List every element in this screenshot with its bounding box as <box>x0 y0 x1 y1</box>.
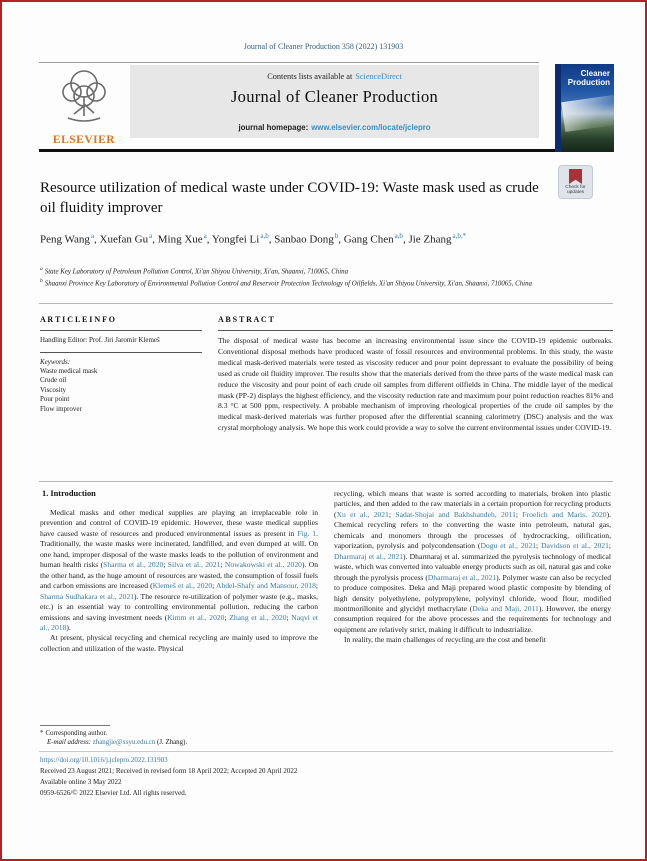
author-name: Ming Xue <box>157 233 203 246</box>
email-label: E-mail address: <box>47 739 91 747</box>
affiliation-marker: a <box>40 266 43 272</box>
affiliation-list <box>40 265 574 288</box>
bookmark-icon <box>569 169 582 184</box>
copyright-line: 0959-6526/© 2022 Elsevier Ltd. All rights reserved. <box>40 789 187 797</box>
cover-title <box>568 70 610 87</box>
body-left-column <box>40 489 318 654</box>
journal-masthead: Journal of Cleaner Production 358 (2022) 131903 <box>243 42 404 51</box>
check-for-updates-label: Check for updates <box>565 185 586 196</box>
citation-link[interactable]: Abdel-Shafy and Mansour, 2018 <box>215 581 316 591</box>
citation-link[interactable]: Dogu et al., 2021 <box>480 541 537 551</box>
journal-banner <box>130 65 539 138</box>
citation-link[interactable]: Dharmaraj et al., 2021 <box>334 551 404 561</box>
author-name: Gang Chen <box>343 233 394 246</box>
divider-above-info <box>39 303 613 304</box>
header-bottom-rule <box>39 149 613 152</box>
author-affiliation-marker[interactable]: a <box>149 232 153 240</box>
affiliation-marker: b <box>40 277 43 284</box>
citation-link[interactable]: Deka and Maji, 2011 <box>472 603 539 613</box>
keyword-item: Waste medical mask <box>40 366 98 375</box>
footnote-star: * <box>40 730 44 737</box>
article-info-column <box>40 315 202 414</box>
keywords-list <box>40 367 202 415</box>
intro-paragraph-1: Medical masks and other medical supplies are playing an irreplaceable role in prevention and control of COVID-19 epidemic. However, these waste medical supplies have caused waste of resources and produced environmental issues as present in Fig. 1. Traditionally, the waste masks were incinerated, landfilled, and even dumped at will. On one hand, improper disposal of the waste masks leads to the pollution of environment and human health risks (Sharma et al., 2020; Silva et al., 2021; Nowakowski et al., 2020). On the other hand, as the huge amount of resources are wasted, the consumption of fossil fuels and carbon emissions are increased (Klemeš et al., 2020; Abdel-Shafy and Mansour, 2018; Sharma Sudhakara et al., 2021). The resource re-utilization of polymer waste (e.g., masks, etc.) is an essential way to controlling environmental pollution, reducing the carbon emissions and saving investment needs (Kimm et al., 2020; Zhang et al., 2020; Naqvi et al., 2018). <box>40 508 318 632</box>
author-affiliation-marker[interactable]: a,b <box>260 232 269 240</box>
author-name: Xuefan Gu <box>99 233 149 246</box>
affiliation-line <box>40 265 574 277</box>
intro-paragraph-2: At present, physical recycling and chemical recycling are mainly used to improve the collection and utilization of the waste. Physical <box>40 633 318 653</box>
author-list: Peng Wang$^a$, Xuefan Gu$^a$, Ming Xue$^a$, Yongfei Li$^{a,b}$, Sanbao Dong$^b$, Gang Chen$^{a,b}$, Jie Zhang$^{a,b,*}$ <box>40 232 467 246</box>
available-online: Available online 3 May 2022 <box>40 778 122 786</box>
abstract-rule <box>218 330 613 331</box>
citation-link[interactable]: Kimm et al., 2020 <box>167 612 225 622</box>
email-suffix: (J. Zhang). <box>157 739 188 747</box>
citation-link[interactable]: Nowakowski et al., 2020 <box>224 560 302 570</box>
affiliation-line <box>40 277 574 289</box>
cover-mountain-art <box>561 94 614 132</box>
citation-link[interactable]: Klemeš et al., 2020 <box>152 581 213 591</box>
info-rule <box>40 330 202 331</box>
author-name: Yongfei Li <box>211 233 260 246</box>
corresponding-author-text: Corresponding author. <box>45 730 108 737</box>
intro-paragraph-3: recycling, which means that waste is sorted according to materials, broken into plastic particles, and then added to the raw materials in a certain proportion for recycling products (Xu et al., 2021; Sadat-Shojai and Bakhshandeh, 2011; Froelich and Maris, 2020). Chemical recycling refers to the converting the waste into petroleum, natural gas, chemicals and monomers through the processes of hydrocracking, oilification, vaporization, pyrolysis and polycondensation (Dogu et al., 2021; Davidson et al., 2021; Dharmaraj et al., 2021). Dharmaraj et al. summarized the pyrolysis technology of medical waste, which was converted into valuable energy products such as oil, natural gas and coke through the pyrolysis process (Dharmaraj et al., 2021). Polymer waste can also be recycled to produce composites. Deka and Maji prepared wood plastic composite by blending of high density polyethylene, polypropylene, polyvinyl chloride, wood flour, modified montmorillonite and glycidyl methacrylate (Deka and Maji, 2011). However, the energy consumption required for the above processes and the requirements for technology and equipment are relatively strict, making it difficult to industrialize. <box>334 489 612 634</box>
corresponding-author-line <box>40 729 330 738</box>
keywords-label: Keywords: <box>40 357 71 366</box>
email-link[interactable]: zhangjie@xsyu.edu.cn <box>92 739 156 747</box>
author-affiliation-marker[interactable]: a <box>203 232 207 240</box>
section-heading-introduction: 1. Introduction <box>42 489 96 498</box>
contents-line <box>130 72 539 81</box>
citation-link[interactable]: Sadat-Shojai and Bakhshandeh, 2011 <box>395 509 516 519</box>
check-for-updates-badge[interactable] <box>558 165 593 199</box>
divider-below-abstract <box>39 481 613 482</box>
homepage-line <box>130 123 539 132</box>
elsevier-logo[interactable] <box>40 66 128 150</box>
contents-text: Contents lists available at <box>267 72 353 81</box>
citation-link[interactable]: Xu et al., 2021 <box>336 509 389 519</box>
doi-link[interactable]: https://doi.org/10.1016/j.jclepro.2022.131903 <box>40 756 168 764</box>
homepage-link[interactable]: www.elsevier.com/locate/jclepro <box>311 123 431 132</box>
abstract-column <box>218 315 613 434</box>
author-affiliation-marker[interactable]: a,b <box>394 232 403 240</box>
article-title: Resource utilization of medical waste under COVID-19: Waste mask used as crude oil fluidity improver <box>40 180 539 216</box>
keyword-item: Pour point <box>40 395 70 403</box>
cover-title-line2: Production <box>567 77 610 87</box>
footnote-rule <box>40 725 110 726</box>
citation-link[interactable]: Sharma et al., 2020 <box>103 560 164 570</box>
affiliation-text: State Key Laboratory of Petroleum Pollution Control, Xi'an Shiyou University, Xi'an, Shaanxi, 710065, China <box>44 268 349 276</box>
affiliation-text: Shaanxi Province Key Laboratory of Environmental Pollution Control and Reservoir Protection Technology of Oilfields, Xi'an Shiyou University, Xi'an, Shaanxi, 710065, China <box>44 279 532 287</box>
citation-link[interactable]: Silva et al., 2021 <box>167 560 221 570</box>
article-info-heading: A R T I C L E I N F O <box>40 315 115 324</box>
keyword-item: Viscosity <box>40 385 67 394</box>
author-affiliation-marker[interactable]: b <box>334 232 339 240</box>
elsevier-wordmark: ELSEVIER <box>52 134 116 146</box>
citation-link[interactable]: Sharma Sudhakara et al., 2021 <box>40 591 135 601</box>
corresponding-author-footnote <box>40 725 330 747</box>
divider-above-footer <box>39 751 613 752</box>
author-affiliation-marker[interactable]: a <box>90 232 95 240</box>
abstract-text: The disposal of medical waste has become an increasing environmental issue since the COVID-19 epidemic outbreaks. Conventional disposal methods have produced waste of fossil resources and environmental problems. In this study, the waste medical mask-derived materials were tested as viscosity reducer and pour point depressant to evaluate the possibility of being used as crude oil fluidity improver. The results show that the materials derived from the three parts of the waste medical mask can reduce the viscosity and pour point of each crude oil samples from different oilfields in China. The middle layer of the medical mask (PP-2) displays the highest efficiency, and the viscosity reduction rate and maximum pour point reduction reaches 81% and 8.3 °C at 500 ppm, respectively. A probable mechanism of improving rheological properties of the crude oil samples by the medical mask-derived materials was further proposed after the differential scanning calorimetry (DSC) analysis and the wax crystal morphology analysis. We hope this work could provide a way to solve the current environmental issues under COVID-19. <box>218 336 613 433</box>
body-right-column <box>334 489 611 646</box>
header-top-rule <box>39 62 539 63</box>
cover-spine <box>555 64 561 152</box>
citation-link[interactable]: Dharmaraj et al., 2021 <box>427 572 497 582</box>
journal-cover-thumbnail[interactable] <box>555 64 614 152</box>
citation-link[interactable]: Naqvi et al., 2018 <box>40 612 318 632</box>
cover-title-line1: Cleaner <box>580 69 610 78</box>
journal-title: Journal of Cleaner Production <box>230 87 439 106</box>
citation-link[interactable]: Davidson et al., 2021 <box>541 541 609 551</box>
received-dates: Received 23 August 2021; Received in revised form 18 April 2022; Accepted 20 April 2022 <box>40 767 298 775</box>
keyword-item: Crude oil <box>40 376 67 384</box>
handling-editor: Handling Editor: Prof. Jiri Jaromir Klemeš <box>40 336 160 344</box>
citation-link[interactable]: Fig. 1 <box>297 528 317 538</box>
author-name: Peng Wang <box>40 233 90 246</box>
elsevier-tree-icon <box>56 66 112 128</box>
email-line <box>47 738 330 747</box>
info-rule-2 <box>40 352 202 353</box>
citation-link[interactable]: Zhang et al., 2020 <box>229 612 287 622</box>
sciencedirect-link[interactable]: ScienceDirect <box>355 72 402 81</box>
abstract-heading: A B S T R A C T <box>218 315 274 324</box>
author-name: Jie Zhang <box>408 233 452 246</box>
homepage-label: journal homepage: <box>238 123 309 132</box>
author-name: Sanbao Dong <box>274 233 334 246</box>
intro-paragraph-4: In reality, the main challenges of recycling are the cost and benefit <box>344 635 546 645</box>
author-affiliation-marker[interactable]: a,b,* <box>452 232 467 240</box>
citation-link[interactable]: Froelich and Maris, 2020 <box>522 509 607 519</box>
keyword-item: Flow improver <box>40 404 82 413</box>
